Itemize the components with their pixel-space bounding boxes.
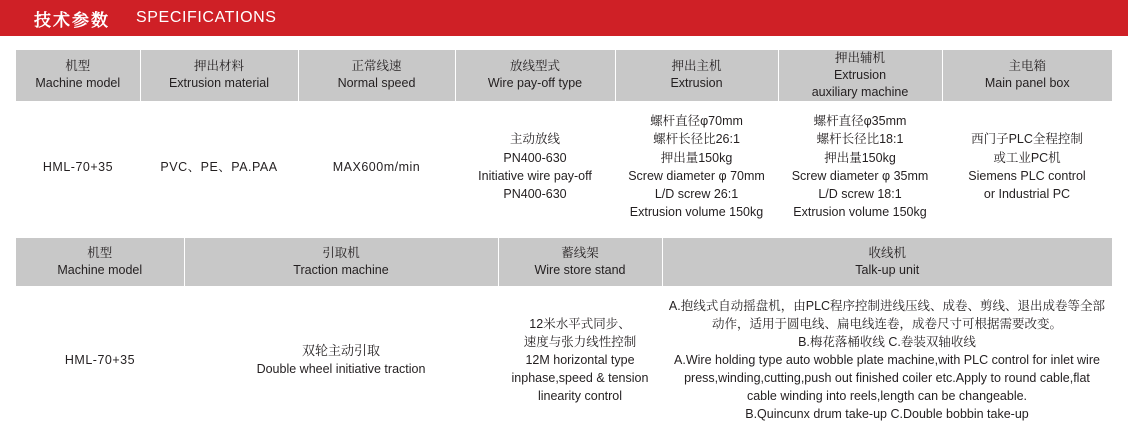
store-stand-line-5: linearity control [537, 389, 623, 404]
traction-line-1: 双轮主动引取 [301, 342, 380, 358]
table1-col-machine-model [16, 50, 140, 101]
specifications-table-take-up [16, 238, 1112, 434]
table2-col-machine-model-en: Machine model [57, 263, 143, 277]
table2-col-store-stand [498, 238, 662, 286]
table2-cell-store-stand [498, 286, 662, 434]
table1-col-extrusion-main-en: Extrusion [670, 76, 723, 91]
table2-col-store-stand-cn: 蓄线架 [561, 246, 599, 261]
extrusion-main-line-4: Screw diameter φ 70mm [628, 168, 765, 183]
store-stand-line-2: 速度与张力线性控制 [523, 334, 637, 349]
table1-cell-extrusion-main [615, 101, 778, 233]
table2-col-machine-model [16, 238, 184, 286]
store-stand-line-4: inphase,speed & tension [511, 371, 649, 386]
table1-col-material-en: Extrusion material [168, 76, 270, 91]
table2-cell-machine-model: HML-70+35 [16, 286, 184, 434]
extrusion-aux-line-6: Extrusion volume 150kg [793, 204, 927, 219]
table1-col-machine-model-en: Machine model [35, 76, 121, 91]
table2-col-machine-model-cn: 机型 [87, 246, 113, 261]
take-up-line-1: A.抱线式自动摇盘机，由PLC程序控制进线压线、成卷、剪线、退出成卷等全部 [668, 298, 1106, 313]
table1-header-row [16, 50, 1112, 101]
extrusion-aux-line-2: 螺杆长径比18:1 [816, 132, 904, 147]
take-up-line-4: A.Wire holding type auto wobble plate machine,with PLC control for inlet wire [674, 352, 1100, 367]
table2-col-traction-cn: 引取机 [322, 246, 360, 261]
take-up-line-6: cable winding into reels,length can be changeable. [746, 389, 1028, 404]
table1-cell-panel-box [942, 101, 1112, 233]
table2-col-traction [184, 238, 498, 286]
panel-box-line-3: Siemens PLC control [968, 168, 1086, 183]
table2-col-take-up-cn: 收线机 [868, 246, 906, 261]
table2-col-take-up [662, 238, 1112, 286]
panel-box-line-2: 或工业PC机 [993, 150, 1061, 165]
table1-cell-extrusion-aux [778, 101, 942, 233]
table1-cell-payoff [455, 101, 615, 233]
table1-col-extrusion-aux-en-line1: Extrusion [833, 67, 887, 82]
table1-col-panel-box-cn: 主电箱 [1008, 59, 1046, 74]
table2-cell-take-up [662, 286, 1112, 434]
table1-cell-speed: MAX600m/min [298, 101, 455, 233]
table-row [16, 286, 1112, 434]
table1-col-extrusion-aux [778, 50, 942, 101]
store-stand-line-3: 12M horizontal type [525, 352, 635, 367]
payoff-line-1: 主动放线 [509, 132, 560, 147]
table1-col-extrusion-aux-cn: 押出辅机 [834, 51, 885, 65]
table1-col-speed-cn: 正常线速 [351, 59, 402, 74]
take-up-line-7: B.Quincunx drum take-up C.Double bobbin take-up [745, 407, 1029, 422]
take-up-line-3: B.梅花落桶收线 C.卷装双轴收线 [798, 334, 976, 349]
page-header [0, 0, 1128, 36]
table1-col-payoff-cn: 放线型式 [509, 59, 560, 74]
extrusion-aux-line-5: L/D screw 18:1 [818, 186, 902, 201]
extrusion-main-line-6: Extrusion volume 150kg [629, 204, 764, 219]
table1-col-speed-en: Normal speed [337, 76, 416, 91]
extrusion-main-line-2: 螺杆长径比26:1 [653, 132, 740, 147]
page-title-cn: 技术参数 [34, 10, 110, 30]
panel-box-line-4: or Industrial PC [983, 186, 1071, 201]
table1-col-panel-box-en: Main panel box [984, 76, 1070, 91]
specifications-table-extrusion [16, 50, 1112, 233]
table2-header-row [16, 238, 1112, 286]
page-title-en: SPECIFICATIONS [136, 9, 277, 26]
extrusion-aux-line-4: Screw diameter φ 35mm [791, 168, 929, 183]
table1-col-material [140, 50, 298, 101]
extrusion-aux-line-1: 螺杆直径φ35mm [813, 114, 907, 129]
panel-box-line-1: 西门子PLC全程控制 [971, 132, 1083, 147]
take-up-line-2: 动作，适用于圆电线、扁电线连卷，成卷尺寸可根据需要改变。 [711, 316, 1062, 331]
traction-line-2: Double wheel initiative traction [256, 362, 426, 377]
table1-cell-machine-model: HML-70+35 [16, 101, 140, 233]
table1-col-material-cn: 押出材料 [193, 59, 244, 74]
table1-col-extrusion-main-cn: 押出主机 [671, 59, 722, 74]
table1-col-machine-model-cn: 机型 [65, 59, 91, 74]
table-row [16, 101, 1112, 233]
extrusion-main-line-3: 押出量150kg [660, 150, 733, 165]
table1-col-panel-box [942, 50, 1112, 101]
extrusion-aux-line-3: 押出量150kg [824, 150, 896, 165]
table2-col-take-up-en: Talk-up unit [855, 263, 920, 277]
payoff-line-3: Initiative wire pay-off [478, 168, 592, 183]
table1-cell-material: PVC、PE、PA.PAA [140, 101, 298, 233]
table2-cell-traction [184, 286, 498, 434]
header-left-spacer [0, 0, 34, 36]
payoff-line-4: PN400-630 [503, 186, 567, 201]
table1-col-extrusion-main [615, 50, 778, 101]
table1-col-payoff [455, 50, 615, 101]
table2-col-store-stand-en: Wire store stand [534, 263, 626, 277]
table1-col-extrusion-aux-en-line2: auxiliary machine [811, 84, 909, 99]
payoff-line-2: PN400-630 [503, 150, 567, 165]
table1-col-speed [298, 50, 455, 101]
table2-col-traction-en: Traction machine [293, 263, 389, 277]
store-stand-line-1: 12米水平式同步、 [529, 316, 631, 331]
take-up-line-5: press,winding,cutting,push out finished coiler etc.Apply to round cable,flat [684, 371, 1090, 386]
table1-col-payoff-en: Wire pay-off type [487, 76, 583, 91]
extrusion-main-line-1: 螺杆直径φ70mm [650, 114, 743, 129]
extrusion-main-line-5: L/D screw 26:1 [654, 186, 739, 201]
